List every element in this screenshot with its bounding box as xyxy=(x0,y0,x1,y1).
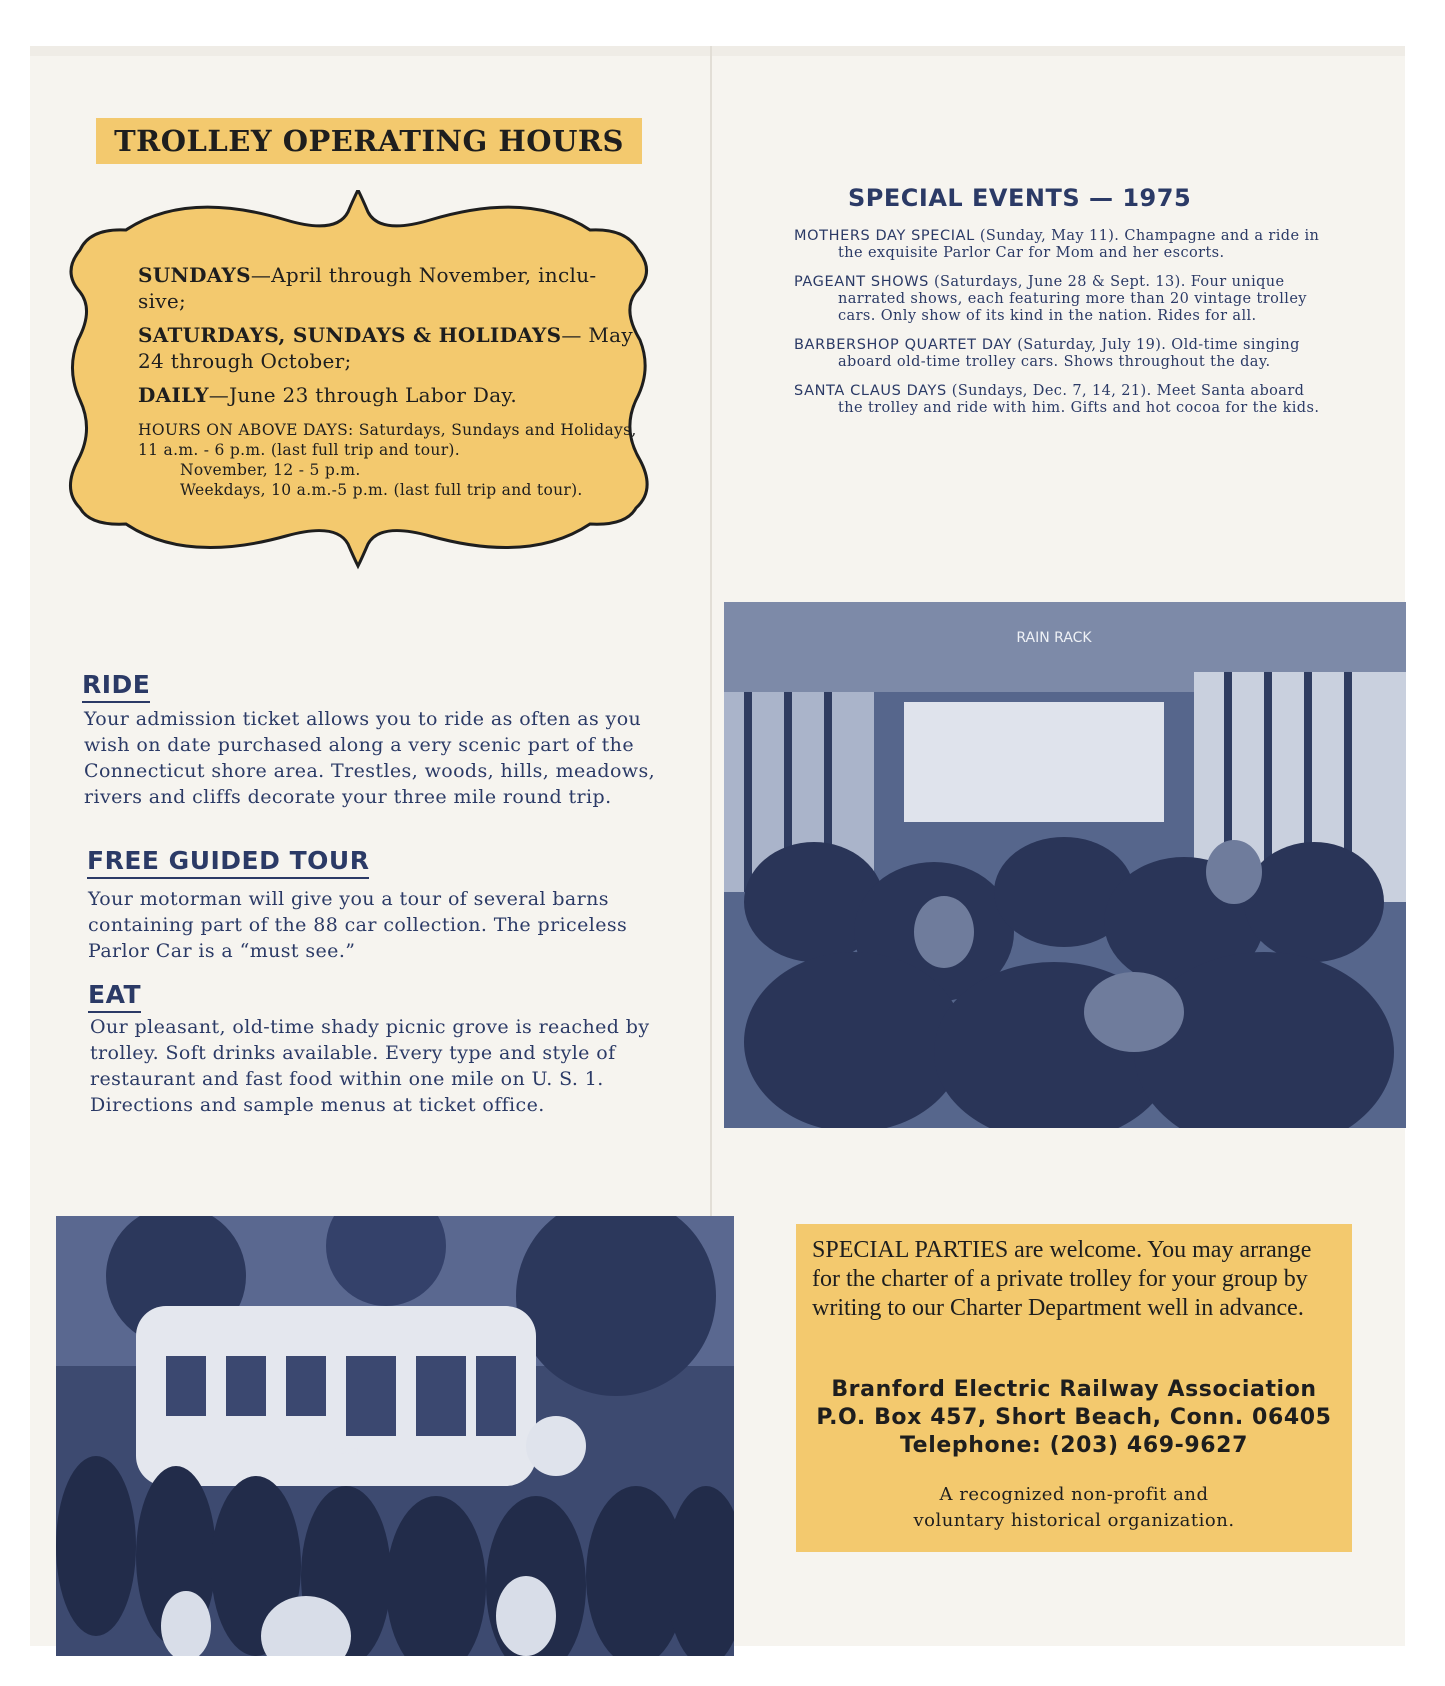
ride-heading: RIDE xyxy=(82,670,150,703)
rain-rack-sign: RAIN RACK xyxy=(1016,630,1092,646)
interior-photo-drawing xyxy=(724,602,1406,1128)
event-item: PAGEANT SHOWS (Saturdays, June 28 & Sept. 13). Four unique narrated shows, each featuring more than 20 vintage trolley cars. Only show of its kind in the nation. Rides for all. xyxy=(794,274,1307,324)
special-events-title: SPECIAL EVENTS — 1975 xyxy=(848,184,1192,212)
ride-text: Your admission ticket allows you to ride as often as you wish on date purchased along a very scenic part of the Connecticut shore area. Trestles, woods, hills, meadows, rivers and cliffs decorate your three mile round trip. xyxy=(84,708,656,808)
saturdays-line: SATURDAYS, SUNDAYS & HOLIDAYS— May 24 through October; xyxy=(138,323,633,373)
trolley-interior-photo xyxy=(724,602,1406,1128)
exterior-photo-drawing xyxy=(56,1216,734,1656)
eat-text: Our pleasant, old-time shady picnic grove is reached by trolley. Soft drinks available. Every type and style of restaurant and fast food within one mile on U. S. 1. Directions and sample menus at ticket office. xyxy=(90,1016,650,1116)
nonprofit-note xyxy=(796,1482,1352,1534)
organization-name: Branford Electric Railway Association xyxy=(831,1377,1317,1402)
inspection-car-sign: INSPECTION CAR xyxy=(317,1447,395,1457)
daily-line: DAILY—June 23 through Labor Day. xyxy=(138,383,518,407)
eat-heading: EAT xyxy=(88,980,141,1013)
event-item: MOTHERS DAY SPECIAL (Sunday, May 11). Champagne and a ride in the exquisite Parlor Car for Mom and her escorts. xyxy=(794,228,1320,261)
organization-contact xyxy=(796,1376,1352,1460)
special-parties-text: SPECIAL PARTIES are welcome. You may arrange for the charter of a private trolley for your group by writing to our Charter Department well in advance. xyxy=(812,1237,1312,1321)
nonprofit-note-line: A recognized non-profit and xyxy=(939,1484,1209,1505)
hours-detail: HOURS ON ABOVE DAYS: Saturdays, Sundays and Holidays, 11 a.m. - 6 p.m. (last full trip and tour). November, 12 - 5 p.m. Weekdays, 10 a.m.-5 p.m. (last full trip and tour). xyxy=(138,421,637,499)
paper-edge xyxy=(30,46,1405,56)
special-events-list xyxy=(794,228,1326,429)
trolley-exterior-photo xyxy=(56,1216,734,1656)
guided-tour-heading: FREE GUIDED TOUR xyxy=(87,846,369,879)
operating-hours-text xyxy=(138,262,638,500)
event-item: BARBERSHOP QUARTET DAY (Saturday, July 19). Old-time singing aboard old-time trolley cars. Shows throughout the day. xyxy=(794,337,1300,370)
sundays-line: SUNDAYS—April through November, inclu- sive; xyxy=(138,263,597,313)
guided-tour-text: Your motorman will give you a tour of several barns containing part of the 88 car collection. The priceless Parlor Car is a “must see.” xyxy=(88,888,628,962)
organization-phone: Telephone: (203) 469-9627 xyxy=(899,1433,1248,1458)
event-item: SANTA CLAUS DAYS (Sundays, Dec. 7, 14, 21). Meet Santa aboard the trolley and ride with him. Gifts and hot cocoa for the kids. xyxy=(794,383,1320,416)
nonprofit-note-line: voluntary historical organization. xyxy=(913,1510,1235,1531)
organization-address: P.O. Box 457, Short Beach, Conn. 06405 xyxy=(816,1405,1332,1430)
operating-hours-title: TROLLEY OPERATING HOURS xyxy=(96,118,642,164)
